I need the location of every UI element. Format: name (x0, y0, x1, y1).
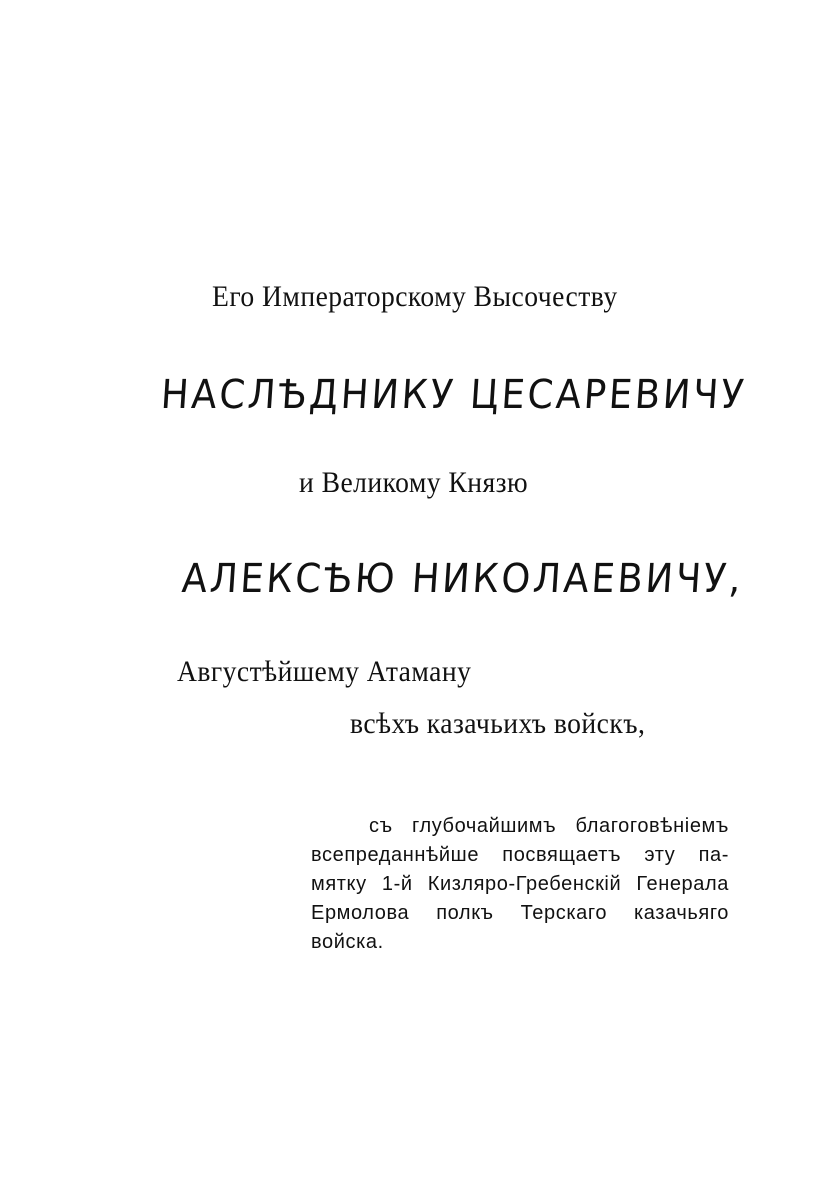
dedication-line: Ермолова полкъ Терскаго казачьяго (311, 902, 729, 924)
heir-title-heading: НАСЛѢДНИКУ ЦЕСАРЕВИЧУ (159, 372, 748, 418)
dedication-line: мятку 1-й Кизляро-Гребенскій Генерала (311, 873, 729, 895)
name-heading: АЛЕКСѢЮ НИКОЛАЕВИЧУ, (180, 556, 745, 602)
dedication-paragraph (311, 812, 729, 957)
ataman-line: Августѣйшему Атаману (177, 655, 472, 688)
dedication-line: съ глубочайшимъ благоговѣніемъ (369, 815, 729, 837)
cossack-troops-line: всѣхъ казачьихъ войскъ, (350, 707, 646, 740)
dedication-line: всепреданнѣйше посвящаетъ эту па- (311, 844, 729, 866)
addressee-title: Его Императорскому Высочеству (212, 280, 618, 313)
dedication-line: войска. (311, 931, 384, 953)
grand-duke-line: и Великому Князю (299, 466, 529, 499)
